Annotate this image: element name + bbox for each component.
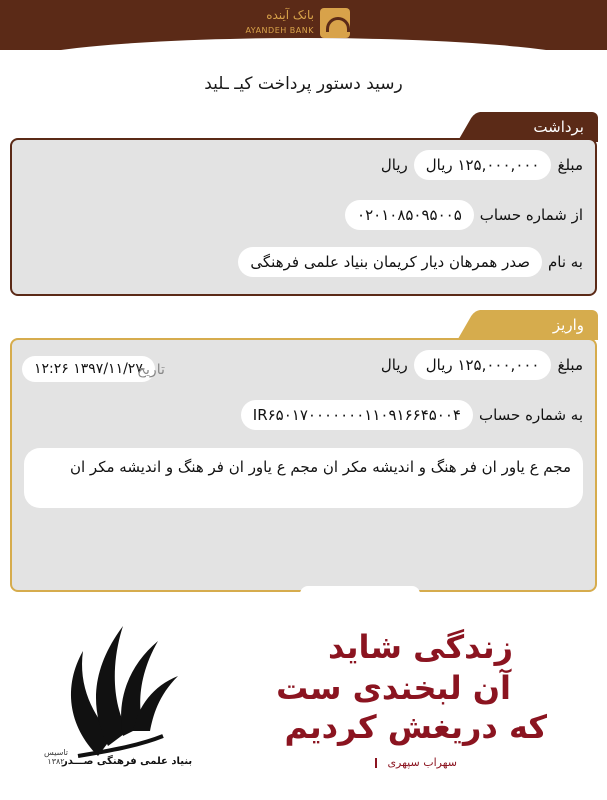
quote-line-2: آن لبخندی ست bbox=[276, 669, 511, 707]
tab-deposit bbox=[480, 310, 598, 340]
withdraw-amount-currency: ریال bbox=[380, 156, 408, 174]
foundation-est-label: تاسیس bbox=[44, 748, 68, 757]
foundation-year: ۱۳۸۲ bbox=[47, 757, 65, 766]
withdraw-amount-label: مبلغ bbox=[557, 156, 583, 174]
deposit-amount-row bbox=[381, 350, 583, 380]
foundation-name: بنیاد علمی فرهنگی صـــدر bbox=[62, 756, 193, 767]
bank-name-en: AYANDEH BANK bbox=[245, 26, 314, 35]
tab-deposit-label: واریز bbox=[552, 316, 584, 334]
withdraw-amount-row bbox=[381, 150, 583, 180]
deposit-panel bbox=[10, 338, 597, 592]
deposit-amount-currency: ریال bbox=[380, 356, 408, 374]
quote-author: سهراب سپهری bbox=[375, 756, 457, 769]
withdraw-from-account-row bbox=[339, 200, 583, 230]
withdraw-to-name-label: به نام bbox=[547, 253, 583, 271]
bank-name-fa: بانک آینده bbox=[266, 8, 314, 22]
deposit-to-account-row bbox=[235, 400, 583, 430]
deposit-date-label: تاریخ bbox=[137, 362, 165, 378]
deposit-amount-label: مبلغ bbox=[557, 356, 583, 374]
ayandeh-bank-logo-icon bbox=[320, 8, 350, 38]
withdraw-to-name-row bbox=[232, 247, 583, 277]
withdraw-panel bbox=[10, 138, 597, 296]
withdraw-from-account-value: ۰۲۰۱۰۸۵۰۹۵۰۰۵ bbox=[345, 200, 474, 230]
panel-notch bbox=[300, 586, 420, 602]
deposit-description: مجم ع یاور ان فر هنگ و اندیشه مکر ان مجم ع یاور ان فر هنگ و اندیشه مکر ان bbox=[24, 448, 583, 508]
withdraw-amount-value: ۱۲۵,۰۰۰,۰۰۰ ریال bbox=[414, 150, 552, 180]
withdraw-to-name-value: صدر همرهان دیار کریمان بنیاد علمی فرهنگی bbox=[238, 247, 542, 277]
bank-logo bbox=[245, 4, 352, 42]
deposit-to-account-label: به شماره حساب bbox=[478, 406, 583, 424]
tab-withdraw-label: برداشت bbox=[533, 118, 584, 136]
deposit-date-value: ۱۳۹۷/۱۱/۲۷ ۱۲:۲۶ bbox=[22, 356, 155, 382]
quote-line-1: زندگی شاید bbox=[327, 628, 513, 666]
quote-line-3: که دریغش کردیم bbox=[284, 708, 547, 746]
deposit-to-account-value: IR۶۵۰۱۷۰۰۰۰۰۰۰۱۱۰۹۱۶۶۴۵۰۰۴ bbox=[241, 400, 473, 430]
page-title: رسید دستور پرداخت کیـ ـلید bbox=[204, 74, 403, 94]
deposit-amount-value: ۱۲۵,۰۰۰,۰۰۰ ریال bbox=[414, 350, 552, 380]
withdraw-from-account-label: از شماره حساب bbox=[479, 206, 583, 224]
